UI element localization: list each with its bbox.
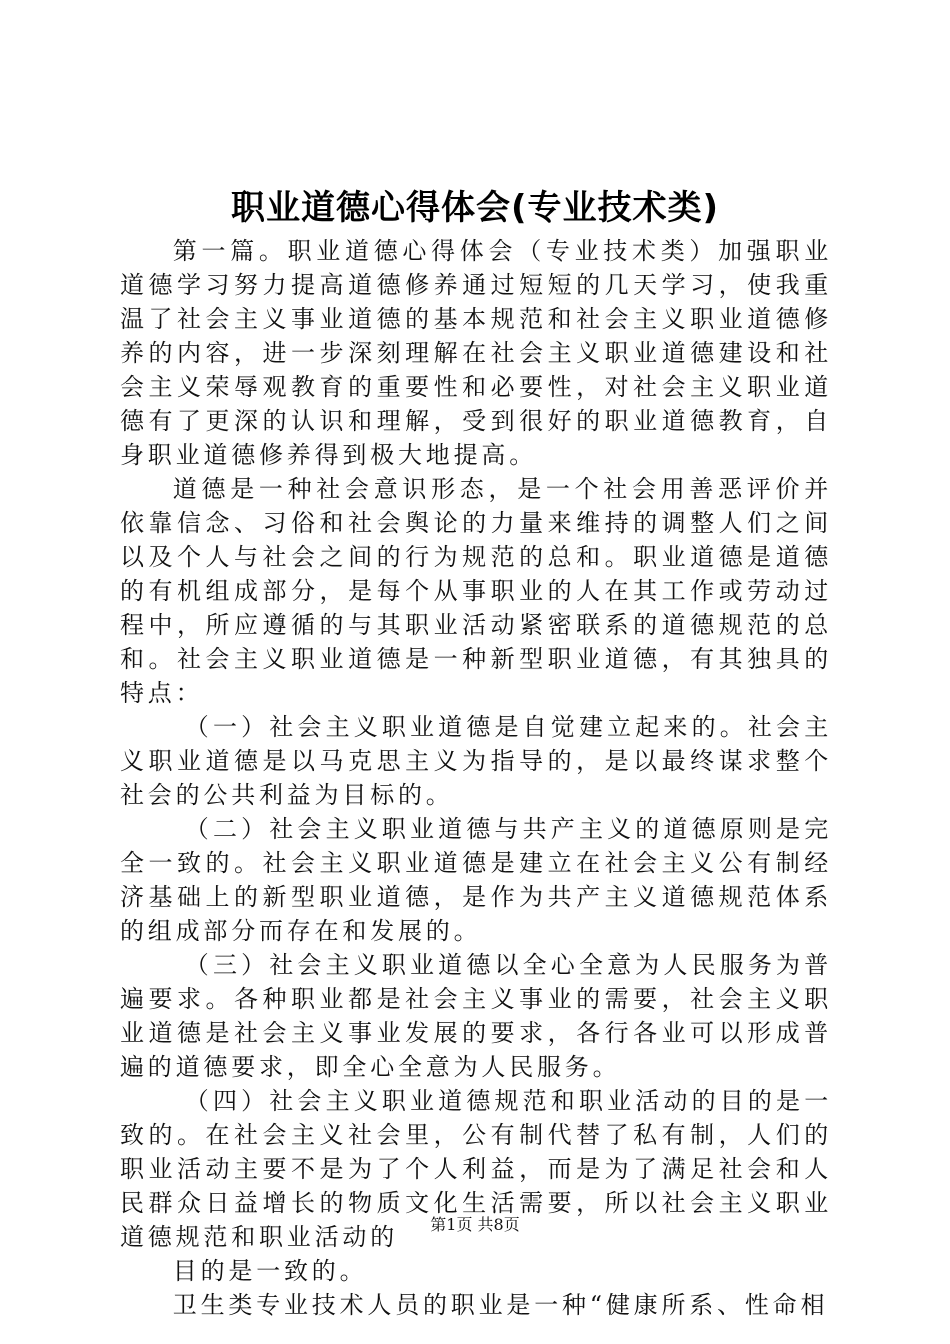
- paragraph-7: 目的是一致的。: [172, 1257, 368, 1285]
- paragraph-2: 道德是一种社会意识形态，是一个社会用善恶评价并依靠信念、习俗和社会舆论的力量来维持的调整人们之间以及个人与社会之间的行为规范的总和。职业道德是道德的有机组成部分，是每个从事职业的人在其工作或劳动过程中，所应遵循的与其职业活动紧密联系的道德规范的总和。社会主义职业道德是一种新型职业道德，有其独具的特点：: [120, 475, 832, 707]
- paragraph-1: 第一篇。职业道德心得体会（专业技术类）加强职业道德学习努力提高道德修养通过短短的几天学习，使我重温了社会主义事业道德的基本规范和社会主义职业道德修养的内容，进一步深刻理解在社会主义职业道德建设和社会主义荣辱观教育的重要性和必要性，对社会主义职业道德有了更深的认识和理解，受到很好的职业道德教育，自身职业道德修养得到极大地提高。: [120, 237, 832, 469]
- paragraph-3: （一）社会主义职业道德是自觉建立起来的。社会主义职业道德是以马克思主义为指导的，是以最终谋求整个社会的公共利益为目标的。: [120, 713, 832, 809]
- paragraph-5: （三）社会主义职业道德以全心全意为人民服务为普遍要求。各种职业都是社会主义事业的需要，社会主义职业道德是社会主义事业发展的要求，各行各业可以形成普遍的道德要求，即全心全意为人民服务。: [120, 951, 832, 1081]
- paragraph-8: 卫生类专业技术人员的职业是一种“健康所系、性命相: [172, 1291, 829, 1319]
- paragraph-4: （二）社会主义职业道德与共产主义的道德原则是完全一致的。社会主义职业道德是建立在社会主义公有制经济基础上的新型职业道德，是作为共产主义道德规范体系的组成部分而存在和发展的。: [120, 815, 832, 945]
- document-body: [120, 234, 832, 1322]
- paragraph-6: （四）社会主义职业道德规范和职业活动的目的是一致的。在社会主义社会里，公有制代替了私有制，人们的职业活动主要不是为了个人利益，而是为了满足社会和人民群众日益增长的物质文化生活需要，所以社会主义职业道德规范和职业活动的: [120, 1087, 832, 1251]
- page-number-footer: 第1页 共8页: [430, 1215, 520, 1234]
- document-title: 职业道德心得体会(专业技术类): [230, 188, 720, 228]
